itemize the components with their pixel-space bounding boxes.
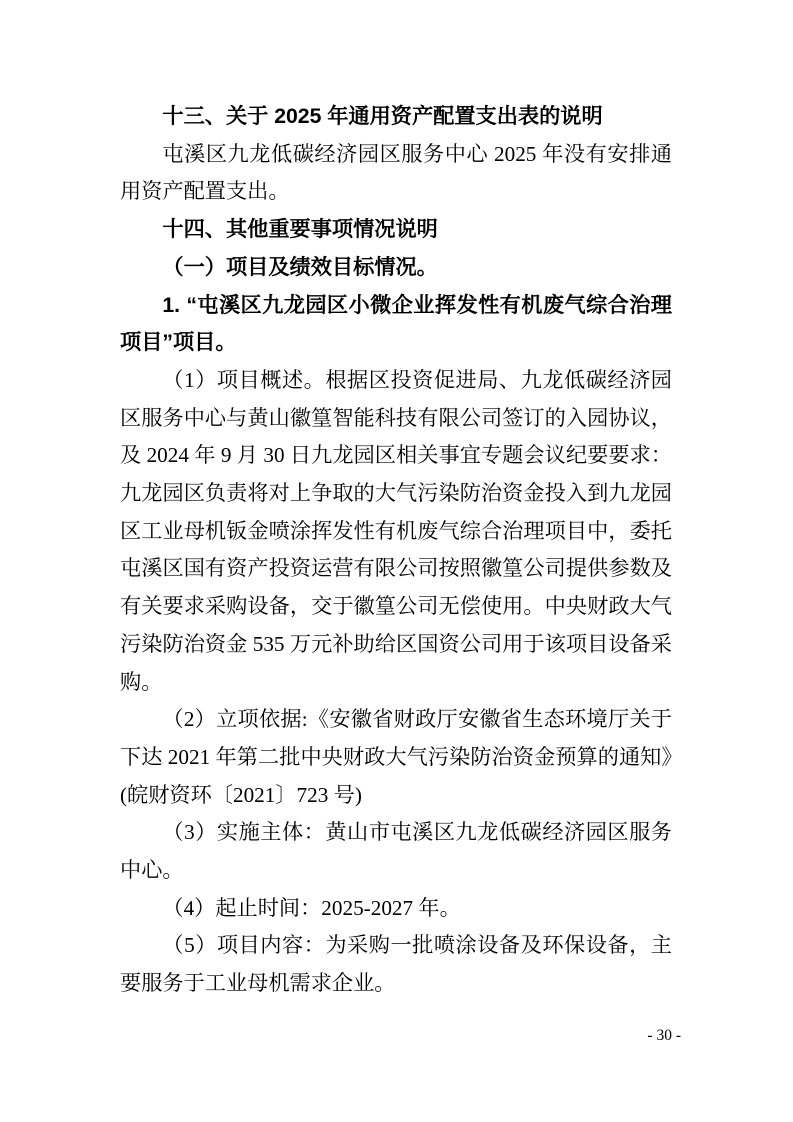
paragraph-approval-basis: （2）立项依据:《安徽省财政厅安徽省生态环境厅关于下达 2021 年第二批中央财政大气污染防治资金预算的通知》(皖财资环〔2021〕723 号) (120, 707, 672, 807)
subsection-heading-projects: （一）项目及绩效目标情况。 (162, 254, 438, 279)
section-heading-14: 十四、其他重要事项情况说明 (162, 218, 438, 242)
paragraph-no-asset-expenditure: 屯溪区九龙低碳经济园区服务中心 2025 年没有安排通用资产配置支出。 (120, 141, 672, 204)
paragraph-project-overview: （1）项目概述。根据区投资促进局、九龙低碳经济园区服务中心与黄山徽篁智能科技有限公司签订的入园协议，及 2024 年 9 月 30 日九龙园区相关事宜专题会议纪要要求：九龙园区负责将对上争取的大气污染防治资金投入到九龙园区工业母机钣金喷涂挥发性有机废气综合治理项目中，委托屯溪区国有资产投资运营有限公司按照徽篁公司提供参数及有关要求采购设备，交于徽篁公司无偿使用。中央财政大气污染防治资金 535 万元补助给区国资公司用于该项目设备采购。 (120, 367, 672, 694)
paragraph-implementing-entity: （3）实施主体：黄山市屯溪区九龙低碳经济园区服务中心。 (120, 820, 672, 883)
page-number: - 30 - (647, 1027, 681, 1044)
document-body (120, 98, 672, 1003)
project-title-heading: 1. “屯溪区九龙园区小微企业挥发性有机废气综合治理项目”项目。 (120, 293, 672, 355)
paragraph-project-content: （5）项目内容：为采购一批喷涂设备及环保设备，主要服务于工业母机需求企业。 (120, 933, 672, 996)
paragraph-project-period: （4）起止时间：2025-2027 年。 (162, 895, 461, 920)
section-heading-13: 十三、关于 2025 年通用资产配置支出表的说明 (162, 105, 603, 128)
